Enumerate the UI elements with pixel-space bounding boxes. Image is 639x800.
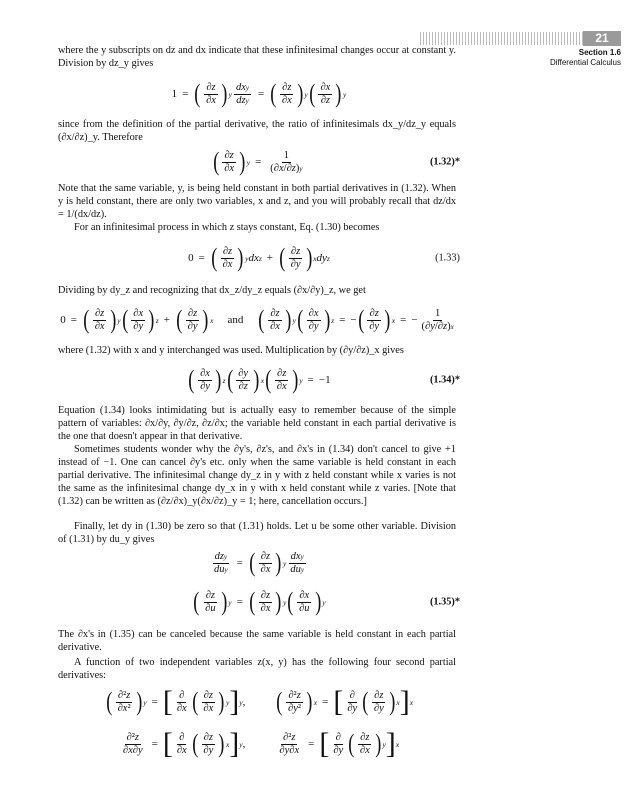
equation-second-derivatives-1: ( $\frac{\text{∂²z}}{\text{∂x²}}$ ) y = [ $\frac{\partial}{\partial x}$ ( $\frac{\partial z}{\partial x}$ ) y ] y , ( $\frac{\text{∂²z}}{\text{∂y²}}$ ) x = [ $\frac{\partial}{\partial y}$ ( $\frac{\partial z}{\partial y}$ ) x ] x [106,685,414,718]
equation-du: $\frac{\text{dzy}}{\text{duy}}$ = ( $\frac{\partial z}{\partial x}$ ) y $\frac{\text{dxy}}{\text{duy}}$ [214,548,304,577]
paragraph-8: Sometimes students wonder why the ∂y's, ∂z's, and ∂x's in (1.34) don't cancel to give +1 instead of −1. One can cancel ∂y's etc. only when the same variable is held constant in each partial derivative. The infinitesimal change dy_z in y with z held constant while x varies is not the same as the infinitesimal change dy_x in y with x held constant while z varies. [Note that (1.32) can be written as (∂z/∂x)_y(∂x/∂z)_y = 1; here, cancellation occurs.] [58,444,456,507]
paragraph-3: Note that the same variable, y, is being held constant in both partial derivatives in (1.32). When y is held constant, there are only two variables, x and z, and you will probably recall that dz/dx = 1/(dx/dz). [58,183,456,220]
equation-combined: 0 = ( $\frac{\partial z}{\partial x}$ ) y ( $\frac{\partial x}{\partial y}$ ) z + ( $\frac{\partial z}{\partial y}$ ) x and ( $\frac{\partial z}{\partial x}$ ) y ( $\frac{\partial x}{\partial y}$ ) z = − ( $\frac{\partial z}{\partial y}$ ) x = − $\frac{1}{(\partial y/\partial z)x}$ [60,305,454,334]
equation-1-33: 0 = ( $\frac{\partial z}{\partial x}$ ) y dx z + ( $\frac{\partial z}{\partial y}$ ) x dy z (1.33) [188,243,460,272]
paragraph-2: since from the definition of the partial derivative, the ratio of infinitesimals dx_y/dz_y equals (∂x/∂z)_y. Therefore [58,119,456,143]
paragraph-1: where the y subscripts on dz and dx indicate that these infinitesimal changes occur at constant y. Division by dz_y gives [58,45,456,69]
equation-1-35: ( $\frac{\partial z}{\partial u}$ ) y = ( $\frac{\partial z}{\partial x}$ ) y ( $\frac{\partial x}{\partial u}$ ) y (1.35)* [193,587,460,616]
equation-1-32: ( $\frac{\partial z}{\partial x}$ ) y = $\frac{1}{(\partial x/\partial z)y}$ (1.32)* [212,147,460,176]
paragraph-4: For an infinitesimal process in which z stays constant, Eq. (1.30) becomes [74,222,380,233]
section-label [550,48,621,68]
paragraph-5: Dividing by dy_z and recognizing that dx_z/dy_z equals (∂x/∂y)_z, we get [58,285,366,296]
paragraph-9: Finally, let dy in (1.30) be zero so that (1.31) holds. Let u be some other variable. Division of (1.31) by du_y gives [58,521,456,545]
and-word: and [227,314,244,326]
equation-number: (1.34)* [429,374,460,386]
equation-number: (1.35)* [429,596,460,608]
equation-number: (1.33) [435,252,460,264]
paragraph-7: Equation (1.34) looks intimidating but is actually easy to remember because of the simple pattern of variables: ∂x/∂y, ∂y/∂z, ∂z/∂x; the variable held constant in each partial derivative is the one that doesn't appear in that derivative. [58,405,456,442]
equation-number: (1.32)* [429,156,460,168]
equation-second-derivatives-2: $\frac{\text{∂²z}}{\partial x\partial y}$ = [ $\frac{\partial}{\partial x}$ ( $\frac{\partial z}{\partial y}$ ) x ] y , $\frac{\text{∂²z}}{\partial y\partial x}$ = [ $\frac{\partial}{\partial y}$ ( $\frac{\partial z}{\partial x}$ ) y ] x [122,727,400,760]
section-number: Section 1.6 [578,48,621,57]
equation-1-34: ( $\frac{\partial x}{\partial y}$ ) z ( $\frac{\partial y}{\partial z}$ ) x ( $\frac{\partial z}{\partial x}$ ) y = −1 (1.34)* [188,365,460,394]
section-title: Differential Calculus [550,58,621,67]
paragraph-6: where (1.32) with x and y interchanged was used. Multiplication by (∂y/∂z)_x gives [58,345,404,356]
equation-ratio: 1 = ( $\frac{\partial z}{\partial x}$ ) y $\frac{\text{dxy}}{\text{dzy}}$ = ( $\frac{\partial z}{\partial x}$ ) y ( $\frac{\partial x}{\partial z}$ ) y [171,79,347,108]
page-number: 21 [583,31,621,46]
paragraph-10: The ∂x's in (1.35) can be canceled because the same variable is held constant in each partial derivative. [58,629,456,653]
paragraph-11: A function of two independent variables z(x, y) has the following four second partial derivatives: [58,657,456,681]
